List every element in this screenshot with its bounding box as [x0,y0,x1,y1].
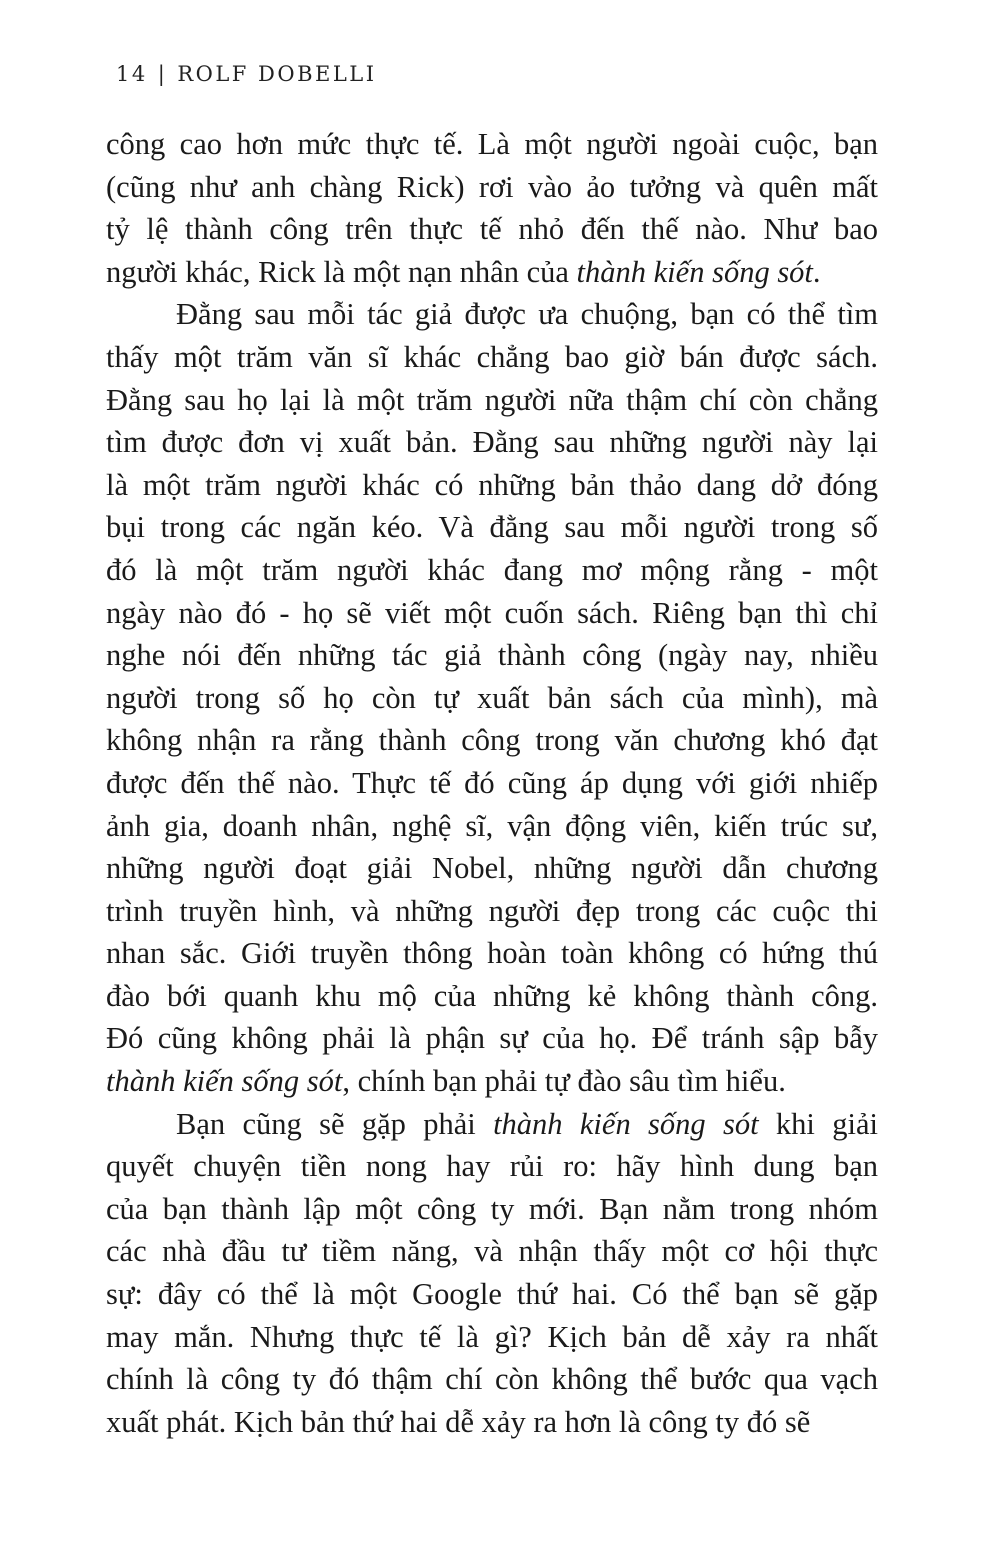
text-run: , chính bạn phải tự đào sâu tìm hiểu. [342,1064,786,1099]
text-line [106,719,878,762]
text-run: (cũng như anh chàng Rick) rơi vào ảo tưởng và quên mất [106,169,878,204]
text-run: không nhận ra rằng thành công trong văn chương khó đạt [106,723,878,758]
text-run: quyết chuyện tiền nong hay rủi ro: hãy hình dung bạn [106,1149,878,1184]
italic-term: thành kiến sống sót [576,254,813,289]
text-line [106,592,878,635]
text-line [106,123,878,166]
text-line [106,1103,878,1146]
paragraph [106,123,878,293]
text-line [106,549,878,592]
paragraph [106,1103,878,1444]
text-line [106,762,878,805]
running-header [116,62,377,86]
body-text [106,123,878,1443]
text-line [106,1358,878,1401]
text-run: các nhà đầu tư tiềm năng, và nhận thấy một cơ hội thực [106,1234,878,1269]
text-run: chính là công ty đó thậm chí còn không thể bước qua vạch [106,1362,878,1397]
text-line [106,166,878,209]
text-run: sự: đây có thể là một Google thứ hai. Có thể bạn sẽ gặp [106,1277,878,1312]
text-run: bụi trong các ngăn kéo. Và đằng sau mỗi người trong số [106,510,878,545]
page-number: 14 [116,62,148,86]
text-run: Đằng sau mỗi tác giả được ưa chuộng, bạn có thể tìm [176,297,878,332]
text-line [106,293,878,336]
text-line [106,336,878,379]
text-run: xuất phát. Kịch bản thứ hai dễ xảy ra hơn là công ty đó sẽ [106,1404,811,1439]
text-line [106,1145,878,1188]
text-line [106,1060,878,1103]
text-run: công cao hơn mức thực tế. Là một người ngoài cuộc, bạn [106,127,878,161]
text-run: ảnh gia, doanh nhân, nghệ sĩ, vận động viên, kiến trúc sư, [106,808,878,843]
text-line [106,677,878,720]
text-line [106,634,878,677]
text-line [106,932,878,975]
text-line [106,1188,878,1231]
text-run: tỷ lệ thành công trên thực tế nhỏ đến thế nào. Như bao [106,212,878,247]
text-run: Bạn cũng sẽ gặp phải [176,1106,494,1141]
text-run: nhan sắc. Giới truyền thông hoàn toàn không có hứng thú [106,936,878,971]
text-line [106,1017,878,1060]
text-run: nghe nói đến những tác giả thành công (ngày nay, nhiều [106,638,878,673]
text-run: may mắn. Nhưng thực tế là gì? Kịch bản dễ xảy ra nhất [106,1319,878,1354]
text-run: ngày nào đó - họ sẽ viết một cuốn sách. Riêng bạn thì chỉ [106,595,878,630]
author-name: ROLF DOBELLI [177,62,377,86]
text-run: là một trăm người khác có những bản thảo dang dở đóng [106,467,878,502]
text-run: trình truyền hình, và những người đẹp trong các cuộc thi [106,893,878,928]
paragraph [106,293,878,1102]
text-run: được đến thế nào. Thực tế đó cũng áp dụng với giới nhiếp [106,765,878,800]
text-line [106,1230,878,1273]
text-line [106,1401,878,1444]
text-line [106,890,878,933]
text-line [106,1273,878,1316]
text-run: thấy một trăm văn sĩ khác chẳng bao giờ bán được sách. [106,339,878,374]
text-run: của bạn thành lập một công ty mới. Bạn nằm trong nhóm [106,1191,878,1226]
text-line [106,975,878,1018]
text-line [106,847,878,890]
text-run: những người đoạt giải Nobel, những người dẫn chương [106,851,878,886]
text-line [106,1316,878,1359]
text-line [106,379,878,422]
text-run: . [812,254,821,289]
italic-term: thành kiến sống sót [106,1064,343,1099]
text-run: đào bới quanh khu mộ của những kẻ không thành công. [106,978,878,1013]
text-line [106,805,878,848]
text-run: đó là một trăm người khác đang mơ mộng rằng - một [106,552,878,587]
text-line [106,421,878,464]
text-line [106,208,878,251]
italic-term: thành kiến sống sót [493,1106,759,1141]
text-line [106,251,878,294]
text-line [106,506,878,549]
text-line [106,464,878,507]
text-run: khi giải [758,1106,878,1141]
text-run: Đó cũng không phải là phận sự của họ. Để tránh sập bẫy [106,1021,878,1056]
text-run: tìm được đơn vị xuất bản. Đằng sau những người này lại [106,425,878,460]
text-run: người trong số họ còn tự xuất bản sách của mình), mà [106,680,878,715]
text-run: người khác, Rick là một nạn nhân của [106,254,577,289]
text-run: Đằng sau họ lại là một trăm người nữa thậm chí còn chẳng [106,382,878,417]
header-separator: | [157,62,168,86]
